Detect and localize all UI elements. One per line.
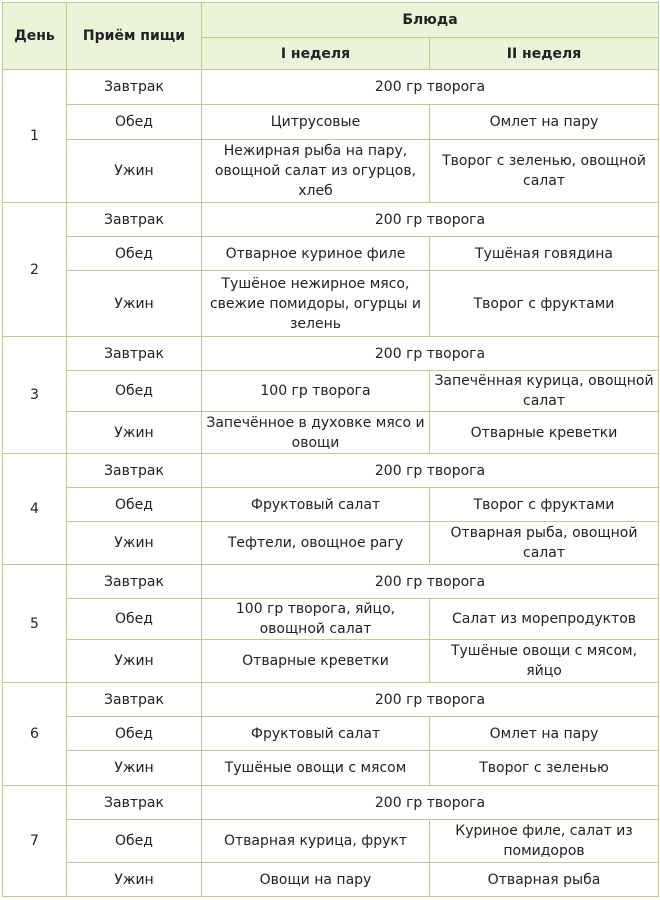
dish-common: 200 гр творога: [202, 683, 659, 717]
table-row: [3, 488, 659, 522]
dish-week1: 100 гр творога: [202, 371, 430, 412]
dish-week2: Запечённая курица, овощной салат: [430, 371, 659, 412]
meal-label: Завтрак: [67, 70, 202, 105]
table-row: [3, 599, 659, 640]
meal-label: Обед: [67, 371, 202, 412]
header-week2: II неделя: [430, 38, 659, 70]
dish-week2: Омлет на пару: [430, 105, 659, 140]
dish-common: 200 гр творога: [202, 203, 659, 237]
meal-label: Обед: [67, 599, 202, 640]
dish-week2: Тушёная говядина: [430, 237, 659, 271]
dish-week2: Тушёные овощи с мясом, яйцо: [430, 640, 659, 683]
dish-week2: Отварные креветки: [430, 412, 659, 454]
table-row: [3, 565, 659, 599]
header-week1: I неделя: [202, 38, 430, 70]
table-row: [3, 522, 659, 565]
table-row: [3, 820, 659, 863]
table-row: [3, 70, 659, 105]
meal-label: Ужин: [67, 271, 202, 337]
dish-common: 200 гр творога: [202, 565, 659, 599]
dish-week1: Фруктовый салат: [202, 488, 430, 522]
table-row: [3, 203, 659, 237]
table-row: [3, 751, 659, 786]
day-number: 2: [3, 203, 67, 337]
meal-label: Обед: [67, 488, 202, 522]
meal-label: Обед: [67, 717, 202, 751]
table-row: [3, 371, 659, 412]
dish-week2: Омлет на пару: [430, 717, 659, 751]
dish-week1: Нежирная рыба на пару, овощной салат из огурцов, хлеб: [202, 140, 430, 203]
dish-common: 200 гр творога: [202, 70, 659, 105]
dish-week1: Отварная курица, фрукт: [202, 820, 430, 863]
dish-week1: Цитрусовые: [202, 105, 430, 140]
dish-week2: Творог с зеленью, овощной салат: [430, 140, 659, 203]
dish-week2: Отварная рыба, овощной салат: [430, 522, 659, 565]
table-row: [3, 412, 659, 454]
dish-week1: Тушёное нежирное мясо, свежие помидоры, огурцы и зелень: [202, 271, 430, 337]
dish-week2: Творог с фруктами: [430, 271, 659, 337]
dish-week1: Тефтели, овощное рагу: [202, 522, 430, 565]
dish-common: 200 гр творога: [202, 786, 659, 820]
table-row: [3, 454, 659, 488]
meal-label: Ужин: [67, 863, 202, 897]
meal-label: Завтрак: [67, 786, 202, 820]
table-row: [3, 683, 659, 717]
table-header: [3, 3, 659, 70]
dish-week1: Овощи на пару: [202, 863, 430, 897]
table-row: [3, 863, 659, 897]
day-number: 6: [3, 683, 67, 786]
dish-week1: Запечённое в духовке мясо и овощи: [202, 412, 430, 454]
header-day: День: [3, 3, 67, 70]
header-meal: Приём пищи: [67, 3, 202, 70]
table-row: [3, 640, 659, 683]
meal-label: Обед: [67, 237, 202, 271]
dish-common: 200 гр творога: [202, 454, 659, 488]
meal-label: Завтрак: [67, 565, 202, 599]
dish-week2: Творог с зеленью: [430, 751, 659, 786]
day-number: 1: [3, 70, 67, 203]
dish-week2: Салат из морепродуктов: [430, 599, 659, 640]
day-number: 5: [3, 565, 67, 683]
dish-week1: Отварные креветки: [202, 640, 430, 683]
header-dishes: Блюда: [202, 3, 659, 38]
meal-label: Завтрак: [67, 683, 202, 717]
dish-week1: Тушёные овощи с мясом: [202, 751, 430, 786]
day-number: 7: [3, 786, 67, 897]
meal-label: Ужин: [67, 751, 202, 786]
meal-label: Ужин: [67, 140, 202, 203]
dish-week2: Творог с фруктами: [430, 488, 659, 522]
dish-week2: Отварная рыба: [430, 863, 659, 897]
dish-common: 200 гр творога: [202, 337, 659, 371]
header-row-1: [3, 3, 659, 38]
dish-week2: Куриное филе, салат из помидоров: [430, 820, 659, 863]
meal-label: Ужин: [67, 522, 202, 565]
meal-label: Ужин: [67, 412, 202, 454]
table-body: [3, 70, 659, 897]
dish-week1: Фруктовый салат: [202, 717, 430, 751]
diet-table: [2, 2, 659, 897]
table-row: [3, 271, 659, 337]
meal-label: Завтрак: [67, 454, 202, 488]
table-row: [3, 337, 659, 371]
meal-label: Ужин: [67, 640, 202, 683]
meal-label: Завтрак: [67, 337, 202, 371]
table-row: [3, 237, 659, 271]
table-row: [3, 786, 659, 820]
table-row: [3, 105, 659, 140]
table-row: [3, 717, 659, 751]
table-row: [3, 140, 659, 203]
day-number: 3: [3, 337, 67, 454]
meal-label: Обед: [67, 105, 202, 140]
meal-label: Обед: [67, 820, 202, 863]
dish-week1: 100 гр творога, яйцо, овощной салат: [202, 599, 430, 640]
meal-label: Завтрак: [67, 203, 202, 237]
day-number: 4: [3, 454, 67, 565]
dish-week1: Отварное куриное филе: [202, 237, 430, 271]
